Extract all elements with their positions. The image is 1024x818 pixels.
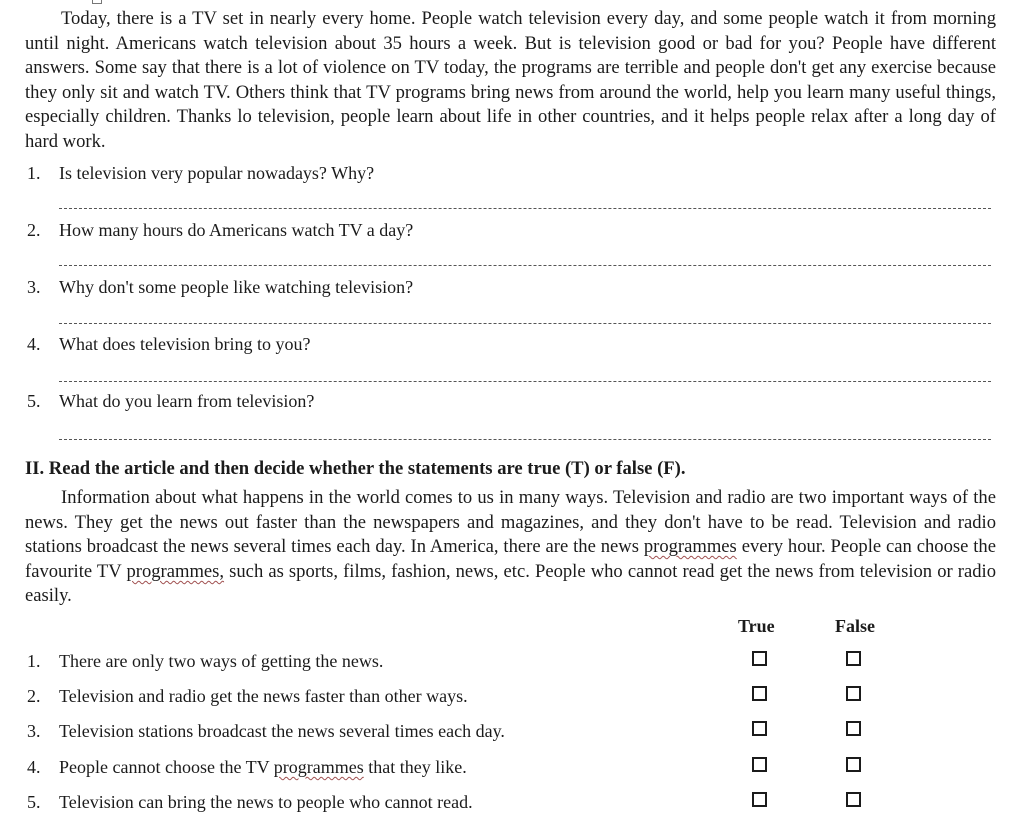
statement-number: 5.: [27, 792, 41, 812]
answer-line[interactable]: [59, 208, 991, 209]
question-text: Why don't some people like watching television?: [59, 277, 414, 297]
question-text: Is television very popular nowadays? Why?: [59, 163, 375, 183]
true-checkbox[interactable]: [752, 757, 767, 772]
statement-text-part: People cannot choose the TV: [59, 757, 274, 777]
false-checkbox[interactable]: [846, 686, 861, 701]
statement-number: 4.: [27, 757, 41, 777]
statement-text: Television can bring the news to people who cannot read.: [59, 792, 473, 812]
question-text: What does television bring to you?: [59, 334, 311, 354]
statement-text: There are only two ways of getting the news.: [59, 651, 384, 671]
answer-line[interactable]: [59, 323, 991, 324]
statement-number: 3.: [27, 721, 41, 741]
question-number: 2.: [27, 220, 41, 240]
question-number: 1.: [27, 163, 41, 183]
page-mark: [92, 0, 102, 4]
section-title: II. Read the article and then decide whether the statements are true (T) or false (F).: [25, 458, 686, 479]
passage-text-misspelled: programmes: [643, 536, 737, 558]
question-number: 4.: [27, 334, 41, 354]
statement-text-part: that they like.: [363, 757, 467, 777]
column-header-false: False: [835, 616, 875, 636]
statement-text-misspelled: programmes: [273, 757, 364, 777]
true-checkbox[interactable]: [752, 721, 767, 736]
true-checkbox[interactable]: [752, 792, 767, 807]
true-checkbox[interactable]: [752, 686, 767, 701]
statement-text: [59, 757, 467, 778]
column-header-true: True: [738, 616, 775, 636]
false-checkbox[interactable]: [846, 792, 861, 807]
answer-line[interactable]: [59, 381, 991, 382]
passage-text: every hour. People can choose the favourite TV: [25, 536, 996, 582]
reading-passage-1: Today, there is a TV set in nearly every home. People watch television every day, and some people watch it from morning until night. Americans watch television about 35 hours a week. But is television good or bad for you? People have different answers. Some say that there is a lot of violence on TV today, the programs are terrible and people don't get any exercise because they only sit and watch TV. Others think that TV programs bring news from around the world, help you learn many useful things, especially children. Thanks lo television, people learn about life in other countries, and it helps people relax after a long day of hard work.: [25, 8, 996, 152]
statement-number: 2.: [27, 686, 41, 706]
false-checkbox[interactable]: [846, 757, 861, 772]
question-text: What do you learn from television?: [59, 391, 315, 411]
false-checkbox[interactable]: [846, 721, 861, 736]
reading-passage-2: [25, 486, 996, 609]
statement-text: Television stations broadcast the news several times each day.: [59, 721, 505, 741]
statement-text: Television and radio get the news faster than other ways.: [59, 686, 468, 706]
passage-text: such as sports, films, fashion, news, etc. People who cannot read get the news from television or radio easily.: [25, 560, 997, 607]
passage-text-misspelled: programmes,: [126, 560, 225, 582]
answer-line[interactable]: [59, 265, 991, 266]
statement-number: 1.: [27, 651, 41, 671]
true-checkbox[interactable]: [752, 651, 767, 666]
answer-line[interactable]: [59, 439, 991, 440]
question-number: 3.: [27, 277, 41, 297]
passage-text: Information about what happens in the world comes to us in many ways. Television and radio are two important ways of the news. They get the news out faster than the newspapers and magazines, and they don't have to be read. Television and radio stations broadcast the news several times each day. In America, there are the news: [25, 487, 996, 558]
false-checkbox[interactable]: [846, 651, 861, 666]
question-number: 5.: [27, 391, 41, 411]
question-text: How many hours do Americans watch TV a day?: [59, 220, 414, 240]
